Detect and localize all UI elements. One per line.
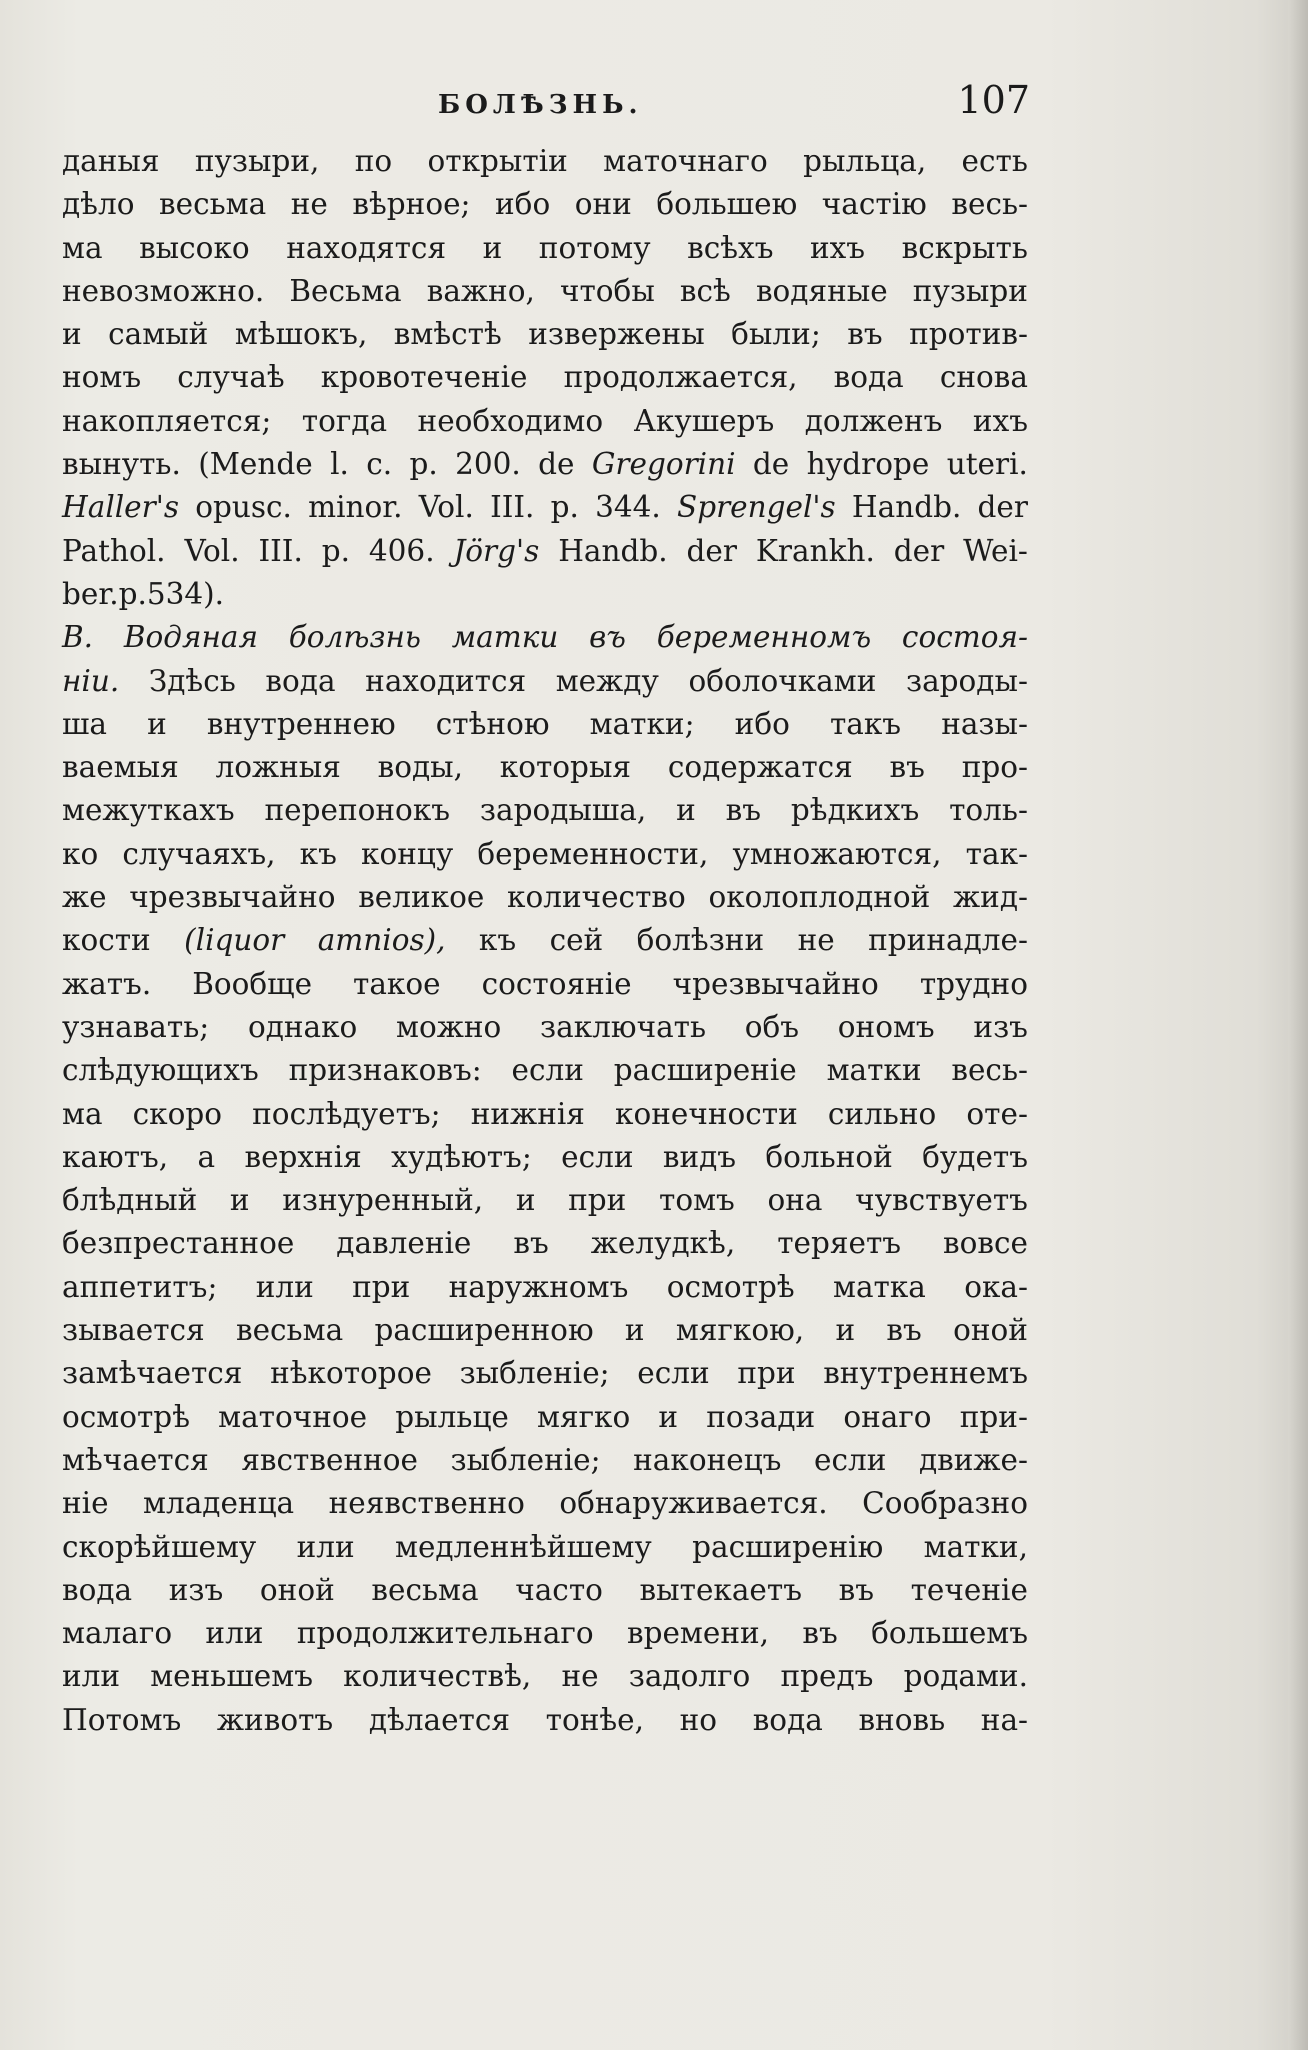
page-header — [60, 78, 1030, 128]
text-line: кости (liquor amnios), къ сей болѣзни не принадле- — [62, 923, 1028, 958]
text-line: скорѣйшему или медленнѣйшему расширенію матки, — [62, 1529, 1028, 1564]
text-line: Потомъ животъ дѣлается тонѣе, но вода вновь на- — [62, 1702, 1028, 1737]
page-edge — [1288, 0, 1308, 2050]
text-line: B. Водяная болѣзнь матки въ беременномъ состоя- — [62, 620, 1028, 655]
text-line: же чрезвычайно великое количество околоплодной жид- — [62, 880, 1028, 915]
body-text — [62, 140, 1028, 1742]
text-line: даныя пузыри, по открытіи маточнаго рыльца, есть — [62, 144, 1028, 178]
running-head: БОЛѢЗНЬ. — [438, 90, 643, 120]
text-line: осмотрѣ маточное рыльце мягко и позади онаго при- — [62, 1399, 1028, 1434]
text-line: ніи. Здѣсь вода находится между оболочками зароды- — [62, 663, 1028, 698]
text-line: узнавать; однако можно заключать объ ономъ изъ — [62, 1009, 1028, 1044]
text-line: и самый мѣшокъ, вмѣстѣ извержены были; въ против- — [62, 317, 1028, 352]
text-line: жатъ. Вообще такое состояніе чрезвычайно трудно — [62, 966, 1028, 1001]
text-line: ніе младенца неявственно обнаруживается. Сообразно — [62, 1486, 1028, 1521]
text-line: малаго или продолжительнаго времени, въ большемъ — [62, 1616, 1028, 1651]
text-line: ша и внутреннею стѣною матки; ибо такъ назы- — [62, 706, 1028, 741]
text-line: ber. p. 534). — [62, 576, 225, 611]
text-line: номъ случаѣ кровотеченіе продолжается, вода снова — [62, 360, 1028, 395]
text-line: безпрестанное давленіе въ желудкѣ, теряетъ вовсе — [62, 1226, 1028, 1261]
text-line: вынуть. (Mende l. c. p. 200. de Gregorini de hydrope uteri. — [62, 447, 1028, 482]
text-line: ма скоро послѣдуетъ; нижнія конечности сильно оте- — [62, 1096, 1028, 1131]
text-line: ко случаяхъ, къ концу беременности, умножаются, так- — [62, 836, 1028, 871]
text-line: дѣло весьма не вѣрное; ибо они большею частію весь- — [62, 187, 1028, 222]
text-line: или меньшемъ количествѣ, не задолго предъ родами. — [62, 1659, 1028, 1694]
text-line: слѣдующихъ признаковъ: если расширеніе матки весь- — [62, 1053, 1028, 1088]
text-line: межуткахъ перепонокъ зародыша, и въ рѣдкихъ толь- — [62, 793, 1028, 828]
text-line: накопляется; тогда необходимо Акушеръ долженъ ихъ — [62, 403, 1028, 438]
text-line: блѣдный и изнуренный, и при томъ она чувствуетъ — [62, 1183, 1028, 1218]
text-line: мѣчается явственное зыбленіе; наконецъ если движе- — [62, 1442, 1028, 1477]
text-line: ваемыя ложныя воды, которыя содержатся въ про- — [62, 750, 1028, 785]
text-line: ма высоко находятся и потому всѣхъ ихъ вскрыть — [62, 230, 1028, 265]
text-line: зывается весьма расширенною и мягкою, и въ оной — [62, 1313, 1028, 1348]
text-line: каютъ, а верхнія худѣютъ; если видъ больной будетъ — [62, 1139, 1028, 1174]
text-line: замѣчается нѣкоторое зыбленіе; если при внутреннемъ — [62, 1356, 1028, 1391]
text-line: вода изъ оной весьма часто вытекаетъ въ теченіе — [62, 1572, 1028, 1607]
text-line: Haller's opusc. minor. Vol. III. p. 344. Sprengel's Handb. der — [62, 490, 1028, 525]
text-line: аппетитъ; или при наружномъ осмотрѣ матка ока- — [62, 1269, 1028, 1304]
text-line: Pathol. Vol. III. p. 406. Jörg's Handb. der Krankh. der Wei- — [62, 533, 1028, 568]
page-number: 107 — [957, 78, 1030, 122]
text-line: невозможно. Весьма важно, чтобы всѣ водяные пузыри — [62, 273, 1028, 308]
